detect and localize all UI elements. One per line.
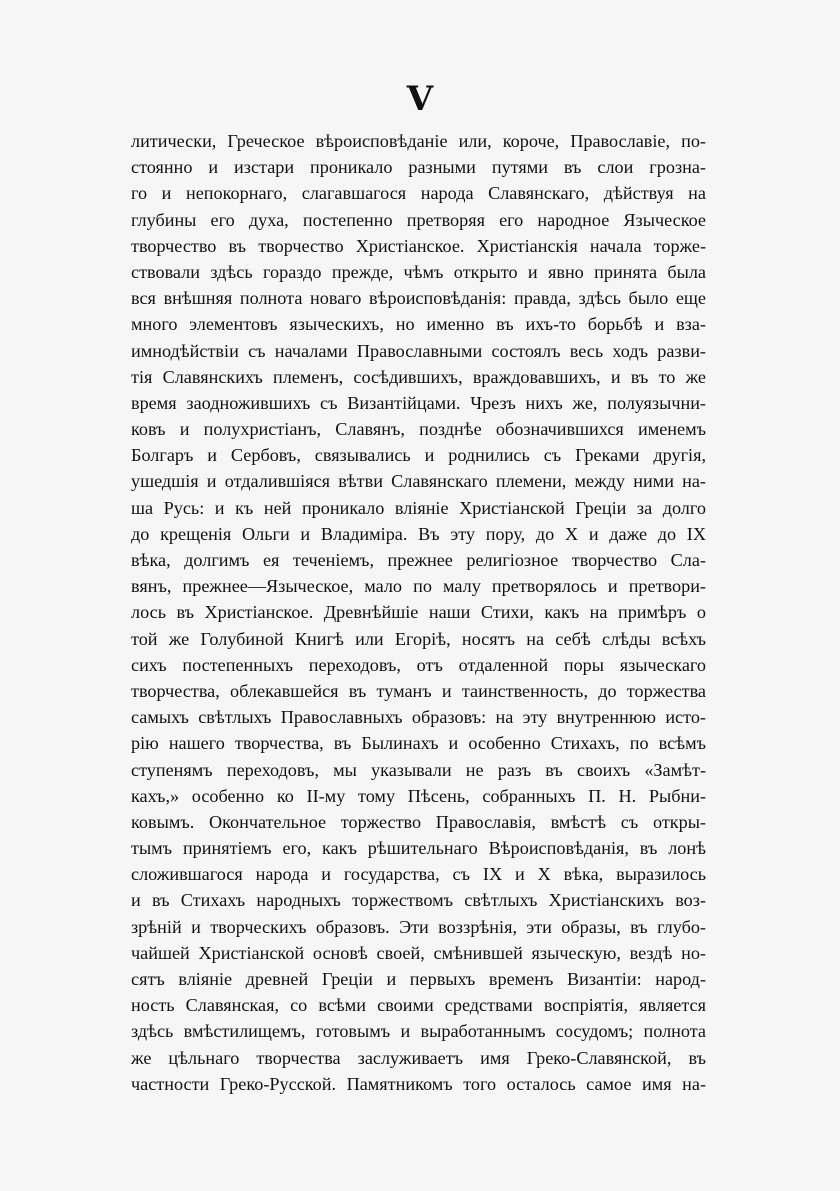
text-line: и въ Стихахъ народныхъ торжествомъ свѣтлыхъ Христіанскихъ воз- xyxy=(131,890,706,911)
text-line: рію нашего творчества, въ Былинахъ и особенно Стихахъ, по всѣмъ xyxy=(131,733,706,754)
text-line: частности Греко-Русской. Памятникомъ того осталось самое имя на- xyxy=(131,1073,706,1094)
text-line: время заодножившихъ съ Византійцами. Чрезъ нихъ же, полуязычни- xyxy=(131,392,706,413)
text-line: вѣка, долгимъ ея теченіемъ, прежнее религіозное творчество Сла- xyxy=(131,550,706,570)
text-line: ковъ и полухристіанъ, Славянъ, позднѣе обозначившихся именемъ xyxy=(131,419,706,440)
text-line: го и непокорнаго, слагавшагося народа Славянскаго, дѣйствуя на xyxy=(131,183,706,204)
text-line: самыхъ свѣтлыхъ Православныхъ образовъ: на эту внутреннюю исто- xyxy=(131,707,706,728)
text-line: зрѣній и творческихъ образовъ. Эти воззрѣнія, эти образы, въ глубо- xyxy=(131,916,706,937)
text-line: имнодѣйствіи съ началами Православными состоялъ весь ходъ разви- xyxy=(131,340,706,361)
page-number: V xyxy=(406,79,434,119)
text-line: много элементовъ языческихъ, но именно въ ихъ-то борьбѣ и вза- xyxy=(131,314,706,335)
text-line: чайшей Христіанской основѣ своей, смѣнившей языческую, вездѣ но- xyxy=(131,942,706,963)
text-line: сихъ постепенныхъ переходовъ, отъ отдаленной поры языческаго xyxy=(131,654,706,675)
text-line: ковымъ. Окончательное торжество Православія, вмѣстѣ съ откры- xyxy=(131,811,706,832)
text-line: вянъ, прежнее—Языческое, мало по малу претворялось и претвори- xyxy=(131,576,706,597)
text-line: ствовали здѣсь гораздо прежде, чѣмъ открыто и явно принята была xyxy=(131,261,706,282)
text-line: ша Русь: и къ ней проникало вліяніе Христіанской Греціи за долго xyxy=(131,497,706,518)
text-line: ушедшія и отдалившіяся вѣтви Славянскаго племени, между ними на- xyxy=(131,471,706,492)
body-text xyxy=(131,128,706,1097)
text-line: глубины его духа, постепенно претворяя его народное Языческое xyxy=(131,209,706,230)
text-line: Болгаръ и Сербовъ, связывались и роднились съ Греками другія, xyxy=(131,445,706,466)
text-line: тія Славянскихъ племенъ, сосѣдившихъ, враждовавшихъ, и въ то же xyxy=(131,366,706,387)
text-line: до крещенія Ольги и Владиміра. Въ эту пору, до X и даже до IX xyxy=(131,523,706,544)
text-line: сложившагося народа и государства, съ IX и X вѣка, выразилось xyxy=(131,864,706,885)
text-line: той же Голубиной Книгѣ или Егоріѣ, носятъ на себѣ слѣды всѣхъ xyxy=(131,628,706,649)
text-line: лось въ Христіанское. Древнѣйшіе наши Стихи, какъ на примѣръ о xyxy=(131,602,706,623)
text-line: тымъ принятіемъ его, какъ рѣшительнаго Вѣроисповѣданія, въ лонѣ xyxy=(131,838,706,859)
text-line: литически, Греческое вѣроисповѣданіе или, короче, Православіе, по- xyxy=(131,131,706,151)
text-line: вся внѣшняя полнота новаго вѣроисповѣданія: правда, здѣсь было еще xyxy=(131,288,706,309)
text-line: творчество въ творчество Христіанское. Христіанскія начала торже- xyxy=(131,235,706,256)
text-line: ность Славянская, со всѣми своими средствами воспріятія, является xyxy=(131,995,706,1016)
text-line: здѣсь вмѣстилищемъ, готовымъ и выработаннымъ сосудомъ; полнота xyxy=(131,1021,706,1042)
text-line: сятъ вліяніе древней Греціи и первыхъ временъ Византіи: народ- xyxy=(131,969,706,989)
text-line: творчества, облекавшейся въ туманъ и таинственность, до торжества xyxy=(131,680,706,701)
text-line: ступенямъ переходовъ, мы указывали не разъ въ своихъ «Замѣт- xyxy=(131,759,706,780)
text-line: кахъ,» особенно ко II-му тому Пѣсень, собранныхъ П. Н. Рыбни- xyxy=(131,785,706,806)
text-line: же цѣльнаго творчества заслуживаетъ имя Греко-Славянской, въ xyxy=(131,1047,706,1068)
text-line: стоянно и изстари проникало разными путями въ слои грозна- xyxy=(131,157,706,178)
